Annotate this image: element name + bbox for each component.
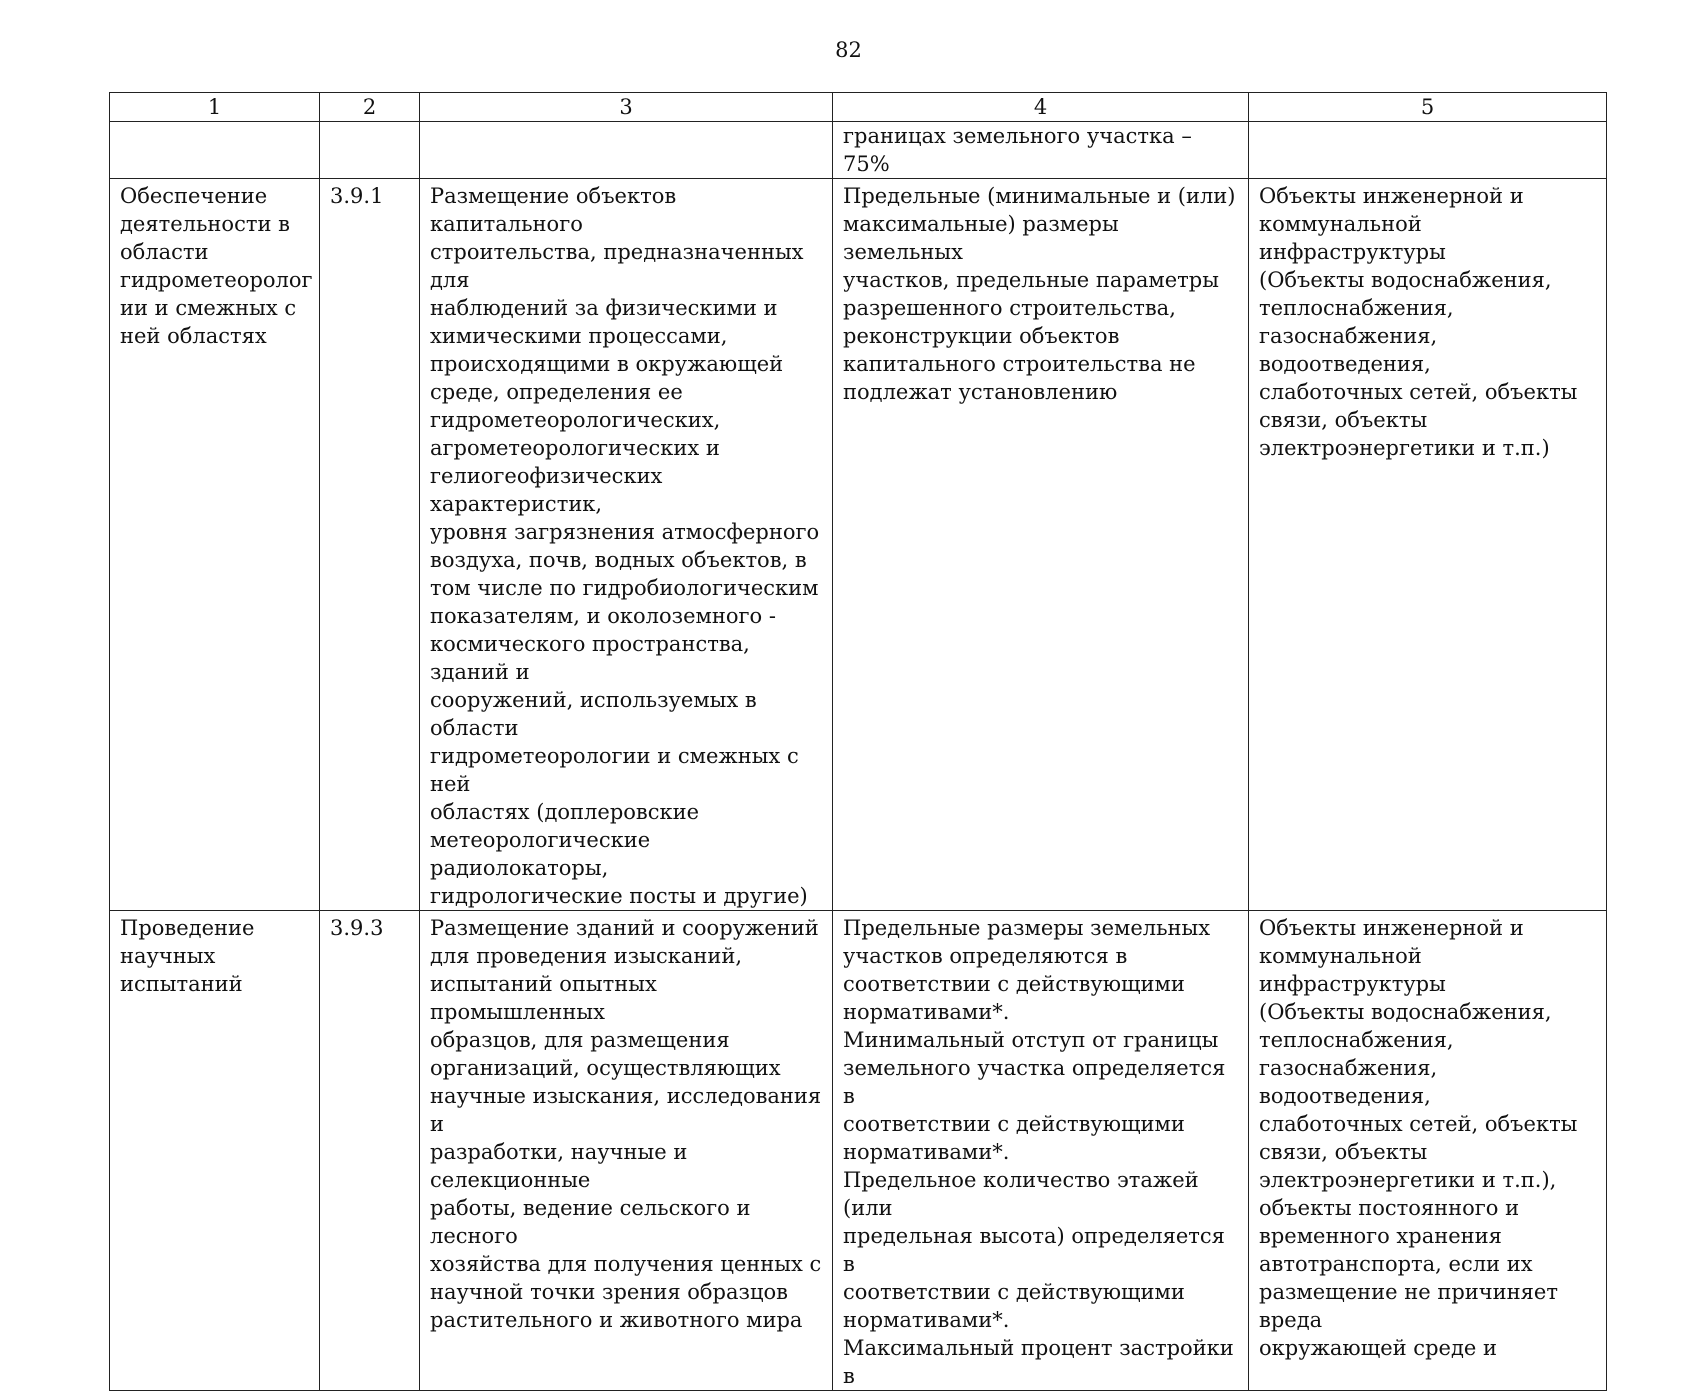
column-number-3: 3 bbox=[420, 93, 833, 122]
continuation-cell-4: границах земельного участка – 75% bbox=[833, 122, 1249, 179]
continuation-cell-1 bbox=[110, 122, 320, 179]
parameters-cell: Предельные (минимальные и (или) максимальные) размеры земельных участков, предельные параметры разрешенного строительства, реконструкции объектов капитального строительства не подлежат установлению bbox=[833, 179, 1249, 911]
column-number-4: 4 bbox=[833, 93, 1249, 122]
page-number: 82 bbox=[835, 38, 862, 62]
auxiliary-uses-cell: Объекты инженерной и коммунальной инфраструктуры (Объекты водоснабжения, теплоснабжения, газоснабжения, водоотведения, слаботочных сетей, объекты связи, объекты электроэнергетики и т.п.), объекты постоянного и временного хранения автотранспорта, если их размещение не причиняет вреда окружающей среде и bbox=[1249, 911, 1607, 1391]
table-row bbox=[110, 911, 1607, 1391]
table-continuation-row bbox=[110, 122, 1607, 179]
land-use-code-cell: 3.9.3 bbox=[320, 911, 420, 1391]
land-use-table bbox=[109, 92, 1607, 1391]
table-row bbox=[110, 179, 1607, 911]
continuation-cell-3 bbox=[420, 122, 833, 179]
land-use-description-cell: Размещение объектов капитального строительства, предназначенных для наблюдений за физическими и химическими процессами, происходящими в окружающей среде, определения ее гидрометеорологических, агрометеорологических и гелиогеофизических характеристик, уровня загрязнения атмосферного воздуха, почв, водных объектов, в том числе по гидробиологическим показателям, и околоземного - космического пространства, зданий и сооружений, используемых в области гидрометеорологии и смежных с ней областях (доплеровские метеорологические радиолокаторы, гидрологические посты и другие) bbox=[420, 179, 833, 911]
land-use-name-cell: Проведение научных испытаний bbox=[110, 911, 320, 1391]
table-header-row bbox=[110, 93, 1607, 122]
column-number-5: 5 bbox=[1249, 93, 1607, 122]
column-number-1: 1 bbox=[110, 93, 320, 122]
continuation-cell-5 bbox=[1249, 122, 1607, 179]
land-use-name-cell: Обеспечение деятельности в области гидрометеоролог ии и смежных с ней областях bbox=[110, 179, 320, 911]
auxiliary-uses-cell: Объекты инженерной и коммунальной инфраструктуры (Объекты водоснабжения, теплоснабжения, газоснабжения, водоотведения, слаботочных сетей, объекты связи, объекты электроэнергетики и т.п.) bbox=[1249, 179, 1607, 911]
parameters-cell: Предельные размеры земельных участков определяются в соответствии с действующими нормативами*. Минимальный отступ от границы земельного участка определяется в соответствии с действующими нормативами*. Предельное количество этажей (или предельная высота) определяется в соответствии с действующими нормативами*. Максимальный процент застройки в bbox=[833, 911, 1249, 1391]
land-use-code-cell: 3.9.1 bbox=[320, 179, 420, 911]
column-number-2: 2 bbox=[320, 93, 420, 122]
land-use-description-cell: Размещение зданий и сооружений для проведения изысканий, испытаний опытных промышленных образцов, для размещения организаций, осуществляющих научные изыскания, исследования и разработки, научные и селекционные работы, ведение сельского и лесного хозяйства для получения ценных с научной точки зрения образцов растительного и животного мира bbox=[420, 911, 833, 1391]
continuation-cell-2 bbox=[320, 122, 420, 179]
